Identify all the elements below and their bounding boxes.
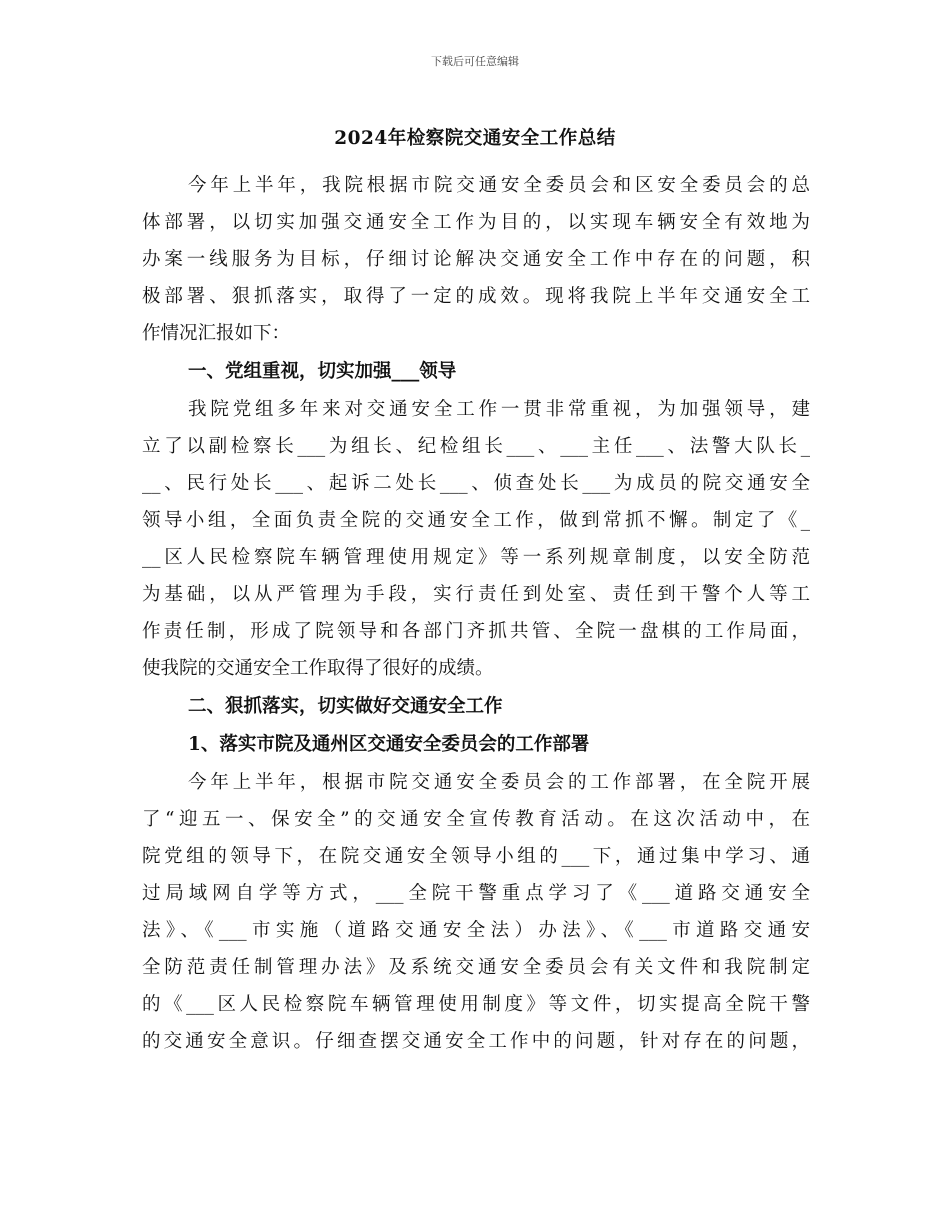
- subsection-heading: 1、落实市院及通州区交通安全委员会的工作部署: [188, 734, 590, 755]
- paragraph-line: 今年上半年，我院根据市院交通安全委员会和区安全委员会的总: [188, 175, 810, 196]
- paragraph-line: 了“迎五一、保安全”的交通安全宣传教育活动。在这次活动中，在: [142, 809, 810, 830]
- paragraph-line: 立了以副检察长___为组长、纪检组长___、___主任___、法警大队长_: [142, 436, 810, 457]
- paragraph-line: 作情况汇报如下：: [142, 323, 291, 344]
- paragraph-line: 院党组的领导下，在院交通安全领导小组的___下，通过集中学习、通: [142, 846, 810, 867]
- paragraph-line: 办案一线服务为目标，仔细讨论解决交通安全工作中存在的问题，积: [142, 249, 810, 270]
- paragraph-line: 全防范责任制管理办法》及系统交通安全委员会有关文件和我院制定: [142, 957, 810, 978]
- document-title: 2024年检察院交通安全工作总结: [334, 128, 616, 149]
- paragraph-line: 过局域网自学等方式，___全院干警重点学习了《___道路交通安全: [142, 883, 810, 904]
- paragraph-line: 领导小组，全面负责全院的交通安全工作，做到常抓不懈。制定了《_: [142, 510, 810, 531]
- paragraph-line: 的《___区人民检察院车辆管理使用制度》等文件，切实提高全院干警: [142, 994, 810, 1015]
- paragraph-line: 为基础，以从严管理为手段，实行责任到处室、责任到干警个人等工: [142, 584, 810, 605]
- paragraph-line: 作责任制，形成了院领导和各部门齐抓共管、全院一盘棋的工作局面，: [142, 621, 810, 642]
- paragraph-line: 我院党组多年来对交通安全工作一贯非常重视，为加强领导，建: [188, 399, 810, 420]
- header-note: 下载后可任意编辑: [431, 55, 519, 68]
- paragraph-line: 今年上半年，根据市院交通安全委员会的工作部署，在全院开展: [188, 772, 810, 793]
- paragraph-line: 使我院的交通安全工作取得了很好的成绩。: [142, 658, 494, 679]
- paragraph-line: __区人民检察院车辆管理使用规定》等一系列规章制度，以安全防范: [142, 547, 810, 568]
- paragraph-line: 体部署，以切实加强交通安全工作为目的，以实现车辆安全有效地为: [142, 212, 810, 233]
- paragraph-line: 极部署、狠抓落实，取得了一定的成效。现将我院上半年交通安全工: [142, 286, 810, 307]
- paragraph-line: 法》、《___市实施（道路交通安全法）办法》、《___市道路交通安: [142, 920, 810, 941]
- paragraph-line: 的交通安全意识。仔细查摆交通安全工作中的问题，针对存在的问题，: [142, 1031, 810, 1052]
- paragraph-line: __、民行处长___、起诉二处长___、侦查处长___为成员的院交通安全: [142, 473, 810, 494]
- section-heading: 一、党组重视，切实加强___领导: [188, 361, 457, 382]
- section-heading: 二、狠抓落实，切实做好交通安全工作: [188, 696, 503, 717]
